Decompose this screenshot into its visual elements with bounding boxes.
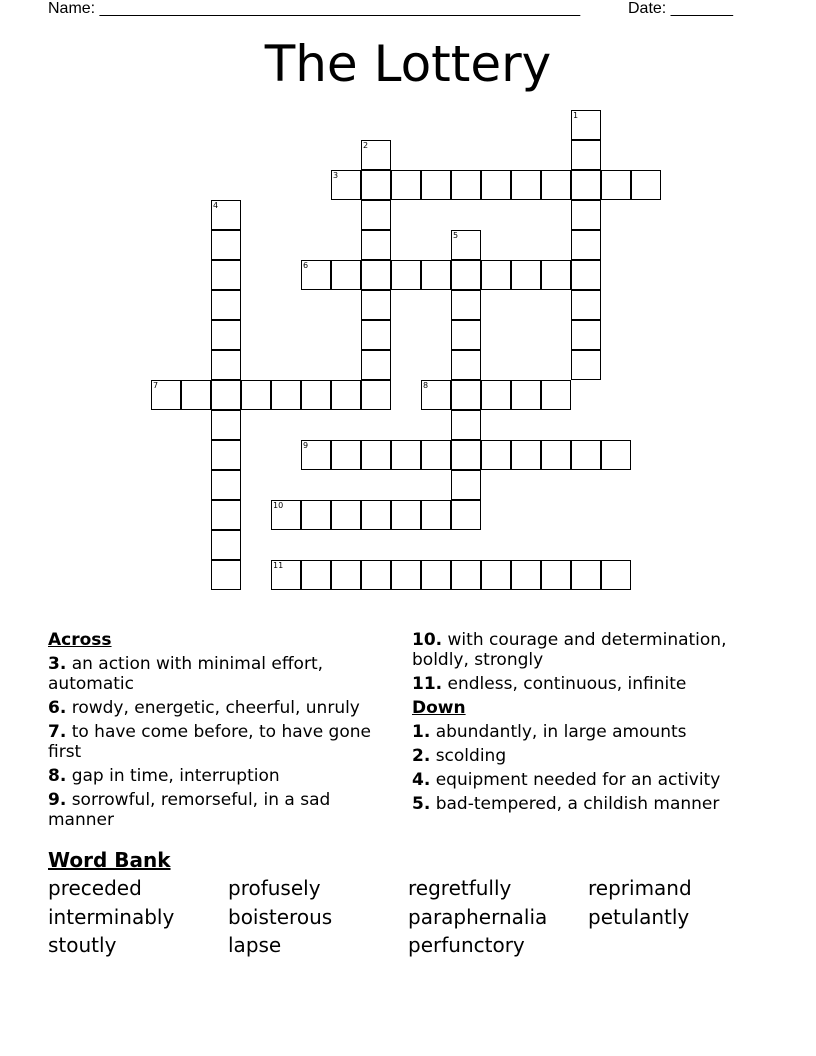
grid-cell[interactable] [211,230,241,260]
clue-across-11: 11. endless, continuous, infinite [412,674,687,694]
grid-cell[interactable] [271,500,301,530]
grid-cell[interactable] [211,200,241,230]
clues-left-column [48,630,393,834]
grid-cell[interactable] [361,440,391,470]
cell-number: 9 [303,441,309,450]
date-field-label: Date: _______ [628,0,733,17]
grid-cell[interactable] [211,560,241,590]
cell-number: 8 [423,381,429,390]
grid-cell[interactable] [361,230,391,260]
grid-cell[interactable] [211,500,241,530]
grid-cell[interactable] [331,380,361,410]
grid-cell[interactable] [271,560,301,590]
grid-cell[interactable] [331,560,361,590]
grid-cell[interactable] [151,380,181,410]
grid-cell[interactable] [511,170,541,200]
grid-cell[interactable] [421,560,451,590]
grid-cell[interactable] [421,500,451,530]
grid-cell[interactable] [481,380,511,410]
grid-cell[interactable] [571,140,601,170]
down-heading: Down [412,698,466,718]
word-bank-item: stoutly [48,933,117,957]
clue-across-7: 7. to have come before, to have gone first [48,722,371,762]
grid-cell[interactable] [541,560,571,590]
grid-cell[interactable] [301,380,331,410]
name-field-label: Name: ______________________________________________________ [48,0,581,17]
grid-cell[interactable] [391,260,421,290]
grid-cell[interactable] [211,350,241,380]
grid-cell[interactable] [361,350,391,380]
grid-cell[interactable] [361,170,391,200]
grid-cell[interactable] [451,170,481,200]
grid-cell[interactable] [631,170,661,200]
grid-cell[interactable] [481,170,511,200]
word-bank-title: Word Bank [48,848,171,872]
grid-cell[interactable] [571,290,601,320]
cell-number: 10 [273,501,284,510]
grid-cell[interactable] [181,380,211,410]
grid-cell[interactable] [361,380,391,410]
grid-cell[interactable] [571,350,601,380]
grid-cell[interactable] [301,500,331,530]
grid-cell[interactable] [361,560,391,590]
grid-cell[interactable] [391,500,421,530]
grid-cell[interactable] [211,380,241,410]
grid-cell[interactable] [421,380,451,410]
grid-cell[interactable] [361,140,391,170]
grid-cell[interactable] [451,410,481,440]
grid-cell[interactable] [241,380,271,410]
cell-number: 3 [333,171,339,180]
grid-cell[interactable] [571,320,601,350]
grid-cell[interactable] [451,470,481,500]
cell-number: 5 [453,231,459,240]
grid-cell[interactable] [211,260,241,290]
word-bank-item: reprimand [588,876,692,900]
puzzle-title: The Lottery [264,35,552,93]
grid-cell[interactable] [511,380,541,410]
grid-cell[interactable] [211,530,241,560]
grid-cell[interactable] [541,260,571,290]
grid-cell[interactable] [391,560,421,590]
grid-cell[interactable] [481,560,511,590]
cell-number: 11 [273,561,284,570]
word-bank-item: profusely [228,876,321,900]
clue-down-4: 4. equipment needed for an activity [412,770,721,790]
grid-cell[interactable] [511,260,541,290]
grid-cell[interactable] [361,320,391,350]
grid-cell[interactable] [541,170,571,200]
cell-number: 7 [153,381,159,390]
word-bank-item: petulantly [588,904,690,929]
clue-down-1: 1. abundantly, in large amounts [412,722,687,742]
grid-cell[interactable] [451,560,481,590]
grid-cell[interactable] [541,380,571,410]
grid-cell[interactable] [421,440,451,470]
grid-cell[interactable] [211,440,241,470]
word-bank-item: interminably [48,904,175,929]
grid-cell[interactable] [451,320,481,350]
grid-cell[interactable] [571,110,601,140]
grid-cell[interactable] [511,560,541,590]
word-bank-item: paraphernalia [408,904,548,929]
grid-cell[interactable] [481,440,511,470]
grid-cell[interactable] [331,500,361,530]
grid-cell[interactable] [331,170,361,200]
grid-cell[interactable] [361,260,391,290]
cell-number: 6 [303,261,309,270]
grid-cell[interactable] [571,200,601,230]
grid-cell[interactable] [391,170,421,200]
clue-across-6: 6. rowdy, energetic, cheerful, unruly [48,698,360,718]
grid-cell[interactable] [601,440,631,470]
cell-number: 4 [213,201,219,210]
clue-across-8: 8. gap in time, interruption [48,766,280,786]
word-bank-item: regretfully [408,876,512,900]
grid-cell[interactable] [451,260,481,290]
grid-cell[interactable] [451,230,481,260]
grid-cell[interactable] [301,440,331,470]
word-bank-item: preceded [48,876,142,900]
clue-across-10: 10. with courage and determination, boldly, strongly [412,630,727,670]
cell-number: 1 [573,111,579,120]
grid-cell[interactable] [451,350,481,380]
grid-cell[interactable] [331,440,361,470]
clues-right-column [412,630,772,818]
grid-cell[interactable] [301,560,331,590]
grid-cell[interactable] [361,290,391,320]
grid-cell[interactable] [421,170,451,200]
grid-cell[interactable] [451,500,481,530]
word-bank-item: lapse [228,933,282,957]
word-bank-item: perfunctory [408,933,525,957]
across-heading: Across [48,630,112,650]
grid-cell[interactable] [361,200,391,230]
grid-cell[interactable] [601,560,631,590]
grid-cell[interactable] [361,500,391,530]
clue-across-3: 3. an action with minimal effort, automatic [48,654,324,694]
grid-cell[interactable] [211,410,241,440]
clue-down-2: 2. scolding [412,746,507,766]
grid-cell[interactable] [571,260,601,290]
grid-cell[interactable] [511,440,541,470]
clue-down-5: 5. bad-tempered, a childish manner [412,794,720,814]
cell-number: 2 [363,141,369,150]
grid-cell[interactable] [451,440,481,470]
grid-cell[interactable] [271,380,301,410]
grid-cell[interactable] [571,230,601,260]
grid-cell[interactable] [421,260,451,290]
grid-cell[interactable] [571,170,601,200]
grid-cell[interactable] [571,440,601,470]
grid-cell[interactable] [331,260,361,290]
grid-cell[interactable] [451,290,481,320]
clue-across-9: 9. sorrowful, remorseful, in a sad manner [48,790,331,830]
grid-cell[interactable] [211,320,241,350]
word-bank-item: boisterous [228,904,333,929]
word-bank [48,874,768,960]
grid-cell[interactable] [451,380,481,410]
grid-cell[interactable] [211,470,241,500]
grid-cell[interactable] [301,260,331,290]
grid-cell[interactable] [211,290,241,320]
grid-cell[interactable] [481,260,511,290]
grid-cell[interactable] [571,560,601,590]
grid-cell[interactable] [601,170,631,200]
grid-cell[interactable] [391,440,421,470]
grid-cell[interactable] [541,440,571,470]
